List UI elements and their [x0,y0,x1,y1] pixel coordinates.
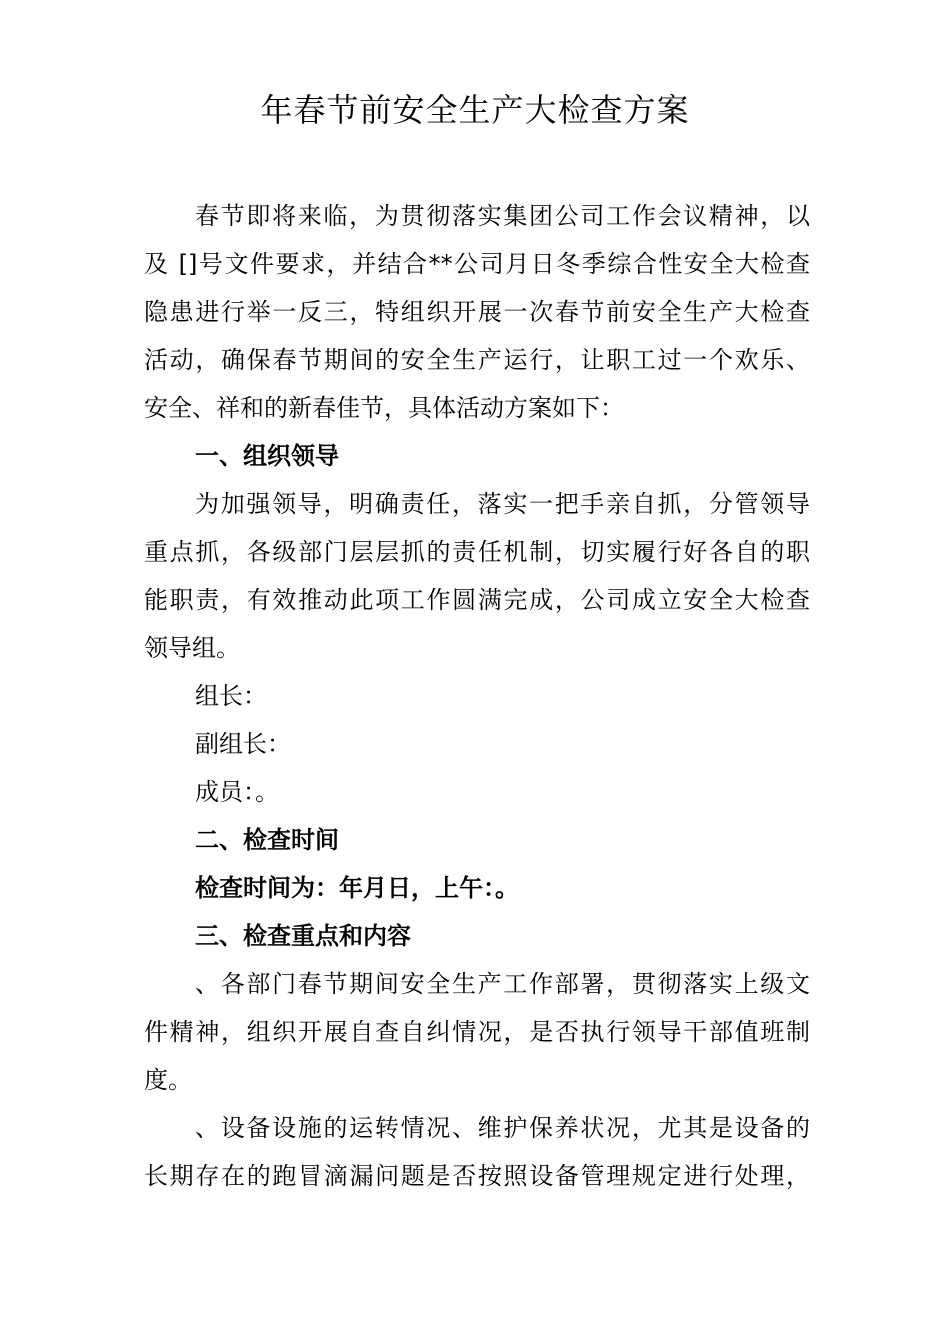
section-heading-organization: 一、组织领导 [195,442,339,470]
paragraph-line: 领导组。 [144,634,240,662]
document-title: 年春节前安全生产大检查方案 [260,91,690,129]
paragraph-line: 安全、祥和的新春佳节，具体活动方案如下： [144,394,624,422]
paragraph-line: 活动，确保春节期间的安全生产运行，让职工过一个欢乐、 [144,346,810,374]
paragraph-line: 、各部门春节期间安全生产工作部署，贯彻落实上级文 [195,970,810,998]
document-body [144,192,810,1200]
deputy-leader-line: 副组长： [195,730,291,758]
paragraph-line: 春节即将来临，为贯彻落实集团公司工作会议精神，以 [195,202,810,230]
inspection-time-line: 检查时间为：年月日，上午：。 [195,874,519,902]
section-heading-content: 三、检查重点和内容 [195,922,411,950]
paragraph-line: 及 []号文件要求，并结合**公司月日冬季综合性安全大检查 [144,250,810,278]
section-heading-time: 二、检查时间 [195,826,339,854]
paragraph-line: 重点抓，各级部门层层抓的责任机制，切实履行好各自的职 [144,538,810,566]
paragraph-line: 件精神，组织开展自查自纠情况，是否执行领导干部值班制 [144,1018,810,1046]
paragraph-line: 长期存在的跑冒滴漏问题是否按照设备管理规定进行处理， [144,1162,810,1190]
group-leader-line: 组长： [195,682,267,710]
paragraph-line: 、设备设施的运转情况、维护保养状况，尤其是设备的 [195,1114,810,1142]
members-line: 成员：。 [195,778,279,806]
paragraph-line: 为加强领导，明确责任，落实一把手亲自抓，分管领导 [195,490,810,518]
paragraph-line: 隐患进行举一反三，特组织开展一次春节前安全生产大检查 [144,298,810,326]
paragraph-line: 度。 [144,1066,192,1094]
paragraph-line: 能职责，有效推动此项工作圆满完成，公司成立安全大检查 [144,586,810,614]
